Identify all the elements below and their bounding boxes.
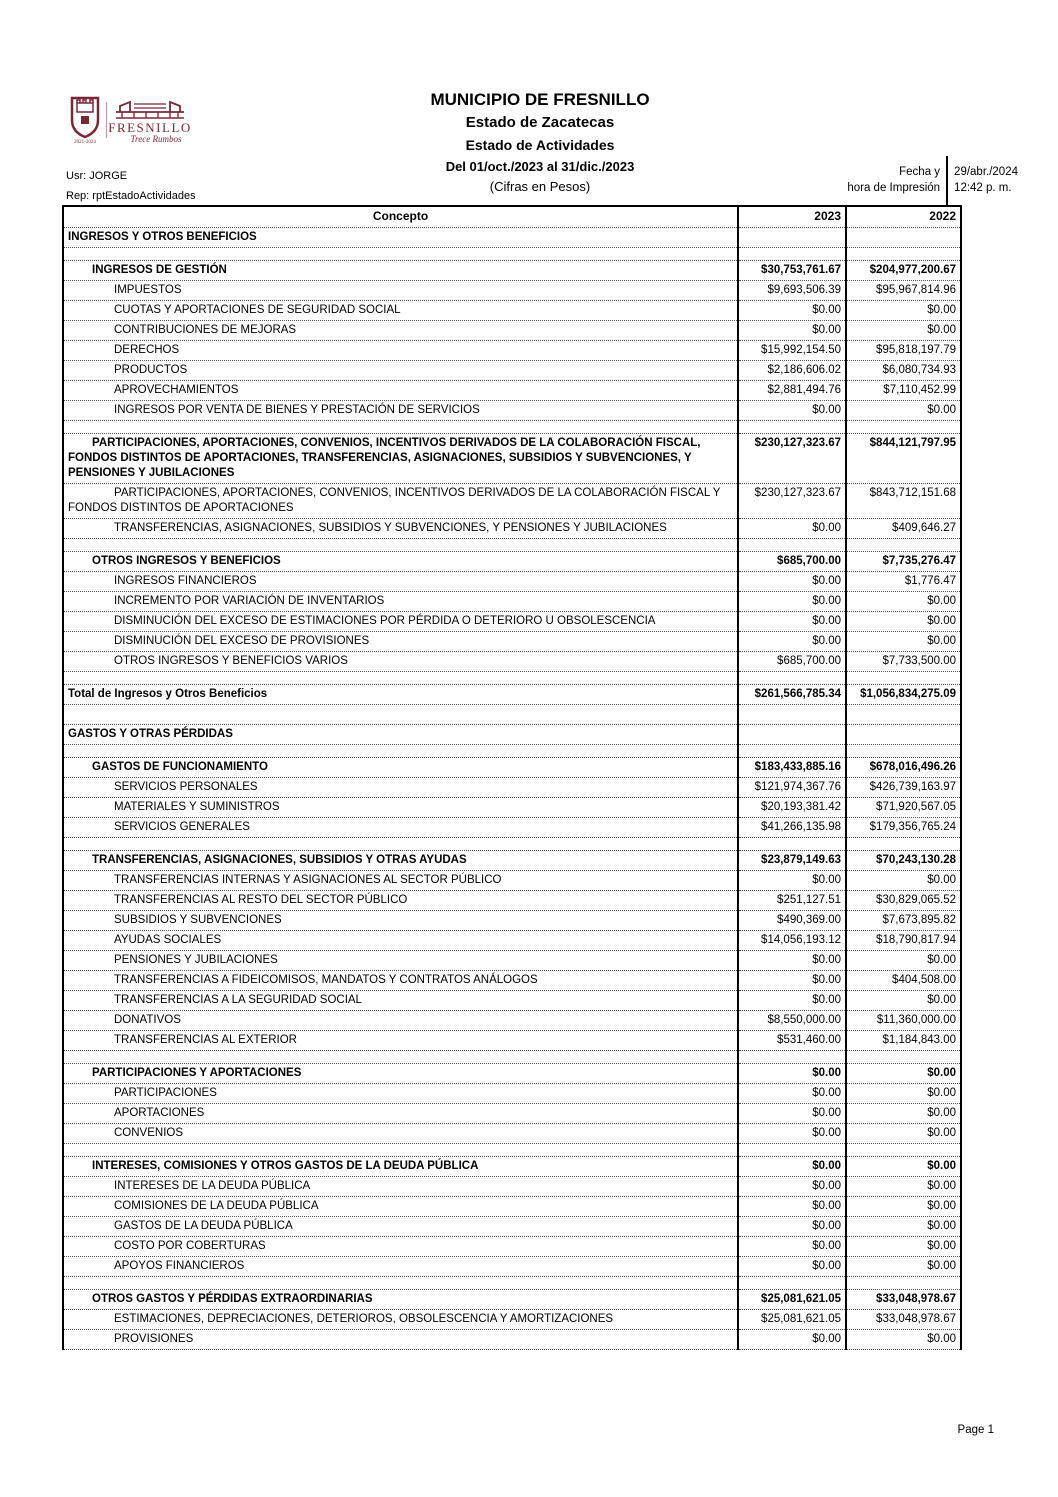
value-2023-cell: $41,266,135.98 — [738, 817, 846, 837]
value-2023-cell: $2,186,606.02 — [738, 360, 846, 380]
value-2023-cell: $261,566,785.34 — [738, 684, 846, 704]
table-row — [63, 1010, 961, 1030]
table-row — [63, 280, 961, 300]
table-row — [63, 724, 961, 744]
value-2022-cell: $7,110,452.99 — [846, 380, 961, 400]
value-2023-cell: $23,879,149.63 — [738, 850, 846, 870]
value-2023-cell — [738, 1143, 846, 1156]
spacer-row — [63, 704, 961, 724]
report-id-label: Rep: rptEstadoActividades — [66, 190, 196, 202]
value-2022-cell: $204,977,200.67 — [846, 260, 961, 280]
concept-cell: Total de Ingresos y Otros Beneficios — [63, 684, 738, 704]
logo-tagline: Trece Rumbos — [130, 134, 182, 144]
table-row — [63, 300, 961, 320]
value-2023-cell: $685,700.00 — [738, 551, 846, 571]
value-2023-cell: $0.00 — [738, 1103, 846, 1123]
table-row — [63, 1256, 961, 1276]
value-2022-cell: $0.00 — [846, 1176, 961, 1196]
period-line: Del 01/oct./2023 al 31/dic./2023 — [445, 159, 635, 174]
table-row — [63, 360, 961, 380]
value-2022-cell: $95,818,197.79 — [846, 340, 961, 360]
value-2023-cell: $0.00 — [738, 1123, 846, 1143]
value-2023-cell: $30,753,761.67 — [738, 260, 846, 280]
value-2023-cell: $0.00 — [738, 1063, 846, 1083]
concept-cell — [63, 420, 738, 433]
value-2023-cell — [738, 420, 846, 433]
value-2022-cell — [846, 1050, 961, 1063]
concepto-column-header: Concepto — [63, 206, 738, 227]
table-row — [63, 850, 961, 870]
value-2022-cell: $0.00 — [846, 1063, 961, 1083]
value-2022-cell: $1,056,834,275.09 — [846, 684, 961, 704]
value-2022-cell: $0.00 — [846, 300, 961, 320]
value-2022-cell — [846, 837, 961, 850]
value-2023-cell: $25,081,621.05 — [738, 1309, 846, 1329]
value-2022-cell: $179,356,765.24 — [846, 817, 961, 837]
concept-cell: APORTACIONES — [63, 1103, 738, 1123]
value-2022-cell — [846, 724, 961, 744]
value-2022-cell: $678,016,496.26 — [846, 757, 961, 777]
print-info — [847, 156, 1018, 205]
value-2023-cell: $0.00 — [738, 970, 846, 990]
table-row — [63, 551, 961, 571]
concept-cell — [63, 1050, 738, 1063]
table-row — [63, 1236, 961, 1256]
value-2023-cell: $685,700.00 — [738, 651, 846, 671]
value-2023-cell: $0.00 — [738, 320, 846, 340]
concept-cell: PARTICIPACIONES Y APORTACIONES — [63, 1063, 738, 1083]
concept-cell: DONATIVOS — [63, 1010, 738, 1030]
page-number: Page 1 — [957, 1424, 994, 1436]
value-2023-cell: $14,056,193.12 — [738, 930, 846, 950]
concept-cell: GASTOS Y OTRAS PÉRDIDAS — [63, 724, 738, 744]
table-row — [63, 757, 961, 777]
value-2022-cell: $0.00 — [846, 1236, 961, 1256]
value-2022-cell: $844,121,797.95 — [846, 433, 961, 483]
value-2022-cell: $33,048,978.67 — [846, 1289, 961, 1309]
value-2023-cell — [738, 247, 846, 260]
spacer-row — [63, 538, 961, 551]
value-2023-cell: $0.00 — [738, 1083, 846, 1103]
value-2023-cell: $490,369.00 — [738, 910, 846, 930]
concept-cell — [63, 1143, 738, 1156]
value-2022-cell: $0.00 — [846, 990, 961, 1010]
cifras-line: (Cifras en Pesos) — [489, 179, 591, 194]
value-2023-cell: $8,550,000.00 — [738, 1010, 846, 1030]
value-2023-cell — [738, 227, 846, 247]
concept-cell: MATERIALES Y SUMINISTROS — [63, 797, 738, 817]
value-2022-cell: $426,739,163.97 — [846, 777, 961, 797]
concept-cell: TRANSFERENCIAS AL RESTO DEL SECTOR PÚBLICO — [63, 890, 738, 910]
value-2022-cell: $7,735,276.47 — [846, 551, 961, 571]
value-2022-cell: $0.00 — [846, 950, 961, 970]
value-2023-cell: $121,974,367.76 — [738, 777, 846, 797]
concept-cell — [63, 744, 738, 757]
spacer-row — [63, 1276, 961, 1289]
concept-cell: CONTRIBUCIONES DE MEJORAS — [63, 320, 738, 340]
value-2022-cell: $0.00 — [846, 1156, 961, 1176]
concept-cell: DISMINUCIÓN DEL EXCESO DE PROVISIONES — [63, 631, 738, 651]
table-row — [63, 340, 961, 360]
concept-cell: SUBSIDIOS Y SUBVENCIONES — [63, 910, 738, 930]
value-2022-cell — [846, 538, 961, 551]
table-row — [63, 400, 961, 420]
concept-cell — [63, 837, 738, 850]
value-2022-cell — [846, 227, 961, 247]
value-2023-cell — [738, 1050, 846, 1063]
value-2023-cell: $0.00 — [738, 631, 846, 651]
concept-cell: OTROS GASTOS Y PÉRDIDAS EXTRAORDINARIAS — [63, 1289, 738, 1309]
table-row — [63, 380, 961, 400]
value-2022-cell: $0.00 — [846, 1216, 961, 1236]
print-values — [954, 156, 1018, 205]
table-row — [63, 1063, 961, 1083]
value-2022-cell: $18,790,817.94 — [846, 930, 961, 950]
value-2022-cell: $95,967,814.96 — [846, 280, 961, 300]
value-2022-cell: $6,080,734.93 — [846, 360, 961, 380]
value-2023-cell: $230,127,323.67 — [738, 433, 846, 483]
table-row — [63, 950, 961, 970]
value-2022-cell: $7,733,500.00 — [846, 651, 961, 671]
concept-cell: OTROS INGRESOS Y BENEFICIOS — [63, 551, 738, 571]
table-row — [63, 518, 961, 538]
concept-cell — [63, 247, 738, 260]
concept-cell: COMISIONES DE LA DEUDA PÚBLICA — [63, 1196, 738, 1216]
table-row — [63, 797, 961, 817]
value-2023-cell: $0.00 — [738, 591, 846, 611]
table-row — [63, 990, 961, 1010]
report-table — [62, 205, 962, 1350]
value-2022-cell: $404,508.00 — [846, 970, 961, 990]
table-row — [63, 817, 961, 837]
logo-wordmark: FRESNILLO — [108, 120, 192, 135]
concept-cell: PRODUCTOS — [63, 360, 738, 380]
concept-cell: PENSIONES Y JUBILACIONES — [63, 950, 738, 970]
value-2022-cell: $0.00 — [846, 1123, 961, 1143]
concept-cell: PARTICIPACIONES, APORTACIONES, CONVENIOS, INCENTIVOS DERIVADOS DE LA COLABORACIÓN FISCAL, FONDOS DISTINTOS DE APORTACIONES, TRANSFERENCIAS, ASIGNACIONES, SUBSIDIOS Y SUBVENCIONES, Y PENSIONES Y JUBILACIONES — [63, 433, 738, 483]
concept-cell: INGRESOS POR VENTA DE BIENES Y PRESTACIÓN DE SERVICIOS — [63, 400, 738, 420]
table-row — [63, 1176, 961, 1196]
value-2022-cell: $0.00 — [846, 1103, 961, 1123]
value-2022-cell: $0.00 — [846, 1256, 961, 1276]
concept-cell: INGRESOS FINANCIEROS — [63, 571, 738, 591]
value-2023-cell: $230,127,323.67 — [738, 483, 846, 518]
value-2022-cell — [846, 247, 961, 260]
value-2023-cell — [738, 724, 846, 744]
value-2022-cell — [846, 671, 961, 684]
concept-cell: IMPUESTOS — [63, 280, 738, 300]
concept-cell: DISMINUCIÓN DEL EXCESO DE ESTIMACIONES POR PÉRDIDA O DETERIORO U OBSOLESCENCIA — [63, 611, 738, 631]
value-2022-cell: $409,646.27 — [846, 518, 961, 538]
concept-cell — [63, 538, 738, 551]
concept-cell — [63, 1276, 738, 1289]
value-2023-cell: $0.00 — [738, 950, 846, 970]
concept-cell: TRANSFERENCIAS, ASIGNACIONES, SUBSIDIOS Y OTRAS AYUDAS — [63, 850, 738, 870]
value-2022-cell: $7,673,895.82 — [846, 910, 961, 930]
concept-cell: CUOTAS Y APORTACIONES DE SEGURIDAD SOCIAL — [63, 300, 738, 320]
value-2022-cell: $11,360,000.00 — [846, 1010, 961, 1030]
table-row — [63, 591, 961, 611]
value-2023-cell — [738, 1276, 846, 1289]
concept-cell: PARTICIPACIONES, APORTACIONES, CONVENIOS, INCENTIVOS DERIVADOS DE LA COLABORACIÓN FISCAL Y FONDOS DISTINTOS DE APORTACIONES — [63, 483, 738, 518]
crest-years-label: 2021-2024 — [74, 140, 96, 145]
spacer-row — [63, 247, 961, 260]
table-row — [63, 1156, 961, 1176]
concept-cell — [63, 704, 738, 724]
table-row — [63, 483, 961, 518]
value-2023-cell: $0.00 — [738, 400, 846, 420]
value-2023-cell: $0.00 — [738, 1236, 846, 1256]
table-row — [63, 227, 961, 247]
spacer-row — [63, 837, 961, 850]
concept-cell: APROVECHAMIENTOS — [63, 380, 738, 400]
table-header-row — [63, 206, 961, 227]
print-time: 12:42 p. m. — [954, 182, 1012, 194]
value-2023-cell: $183,433,885.16 — [738, 757, 846, 777]
print-date: 29/abr./2024 — [954, 166, 1018, 178]
table-row — [63, 1216, 961, 1236]
value-2022-cell: $0.00 — [846, 631, 961, 651]
concept-cell: TRANSFERENCIAS A LA SEGURIDAD SOCIAL — [63, 990, 738, 1010]
value-2022-cell — [846, 1143, 961, 1156]
value-2022-cell: $33,048,978.67 — [846, 1309, 961, 1329]
table-row — [63, 1030, 961, 1050]
value-2023-cell: $0.00 — [738, 518, 846, 538]
value-2022-cell: $30,829,065.52 — [846, 890, 961, 910]
value-2022-cell: $0.00 — [846, 400, 961, 420]
report-title: MUNICIPIO DE FRESNILLO — [430, 90, 650, 109]
concept-cell: OTROS INGRESOS Y BENEFICIOS VARIOS — [63, 651, 738, 671]
value-2023-cell: $0.00 — [738, 1329, 846, 1349]
value-2023-cell: $25,081,621.05 — [738, 1289, 846, 1309]
concept-cell: AYUDAS SOCIALES — [63, 930, 738, 950]
value-2023-cell: $0.00 — [738, 1176, 846, 1196]
value-2022-cell — [846, 420, 961, 433]
spacer-row — [63, 1143, 961, 1156]
value-2023-cell: $9,693,506.39 — [738, 280, 846, 300]
print-label: Fecha y hora de Impresión — [847, 166, 941, 194]
table-row — [63, 684, 961, 704]
value-2022-cell: $1,776.47 — [846, 571, 961, 591]
value-2023-cell — [738, 704, 846, 724]
value-2022-cell: $71,920,567.05 — [846, 797, 961, 817]
concept-cell: INGRESOS DE GESTIÓN — [63, 260, 738, 280]
value-2023-cell: $0.00 — [738, 990, 846, 1010]
value-2022-cell: $0.00 — [846, 320, 961, 340]
table-row — [63, 611, 961, 631]
value-2023-cell — [738, 671, 846, 684]
table-row — [63, 1123, 961, 1143]
table-row — [63, 1309, 961, 1329]
table-row — [63, 433, 961, 483]
value-2023-cell: $0.00 — [738, 1216, 846, 1236]
concept-cell: GASTOS DE LA DEUDA PÚBLICA — [63, 1216, 738, 1236]
value-2023-cell: $0.00 — [738, 571, 846, 591]
table-row — [63, 930, 961, 950]
value-2023-cell — [738, 837, 846, 850]
concept-cell: PROVISIONES — [63, 1329, 738, 1349]
state-subtitle: Estado de Zacatecas — [465, 114, 615, 131]
table-row — [63, 1083, 961, 1103]
concept-cell: COSTO POR COBERTURAS — [63, 1236, 738, 1256]
value-2023-cell: $15,992,154.50 — [738, 340, 846, 360]
concept-cell: INGRESOS Y OTROS BENEFICIOS — [63, 227, 738, 247]
concept-cell: TRANSFERENCIAS A FIDEICOMISOS, MANDATOS Y CONTRATOS ANÁLOGOS — [63, 970, 738, 990]
value-2023-cell: $0.00 — [738, 611, 846, 631]
table-row — [63, 260, 961, 280]
concept-cell: GASTOS DE FUNCIONAMIENTO — [63, 757, 738, 777]
value-2022-cell: $843,712,151.68 — [846, 483, 961, 518]
table-row — [63, 870, 961, 890]
spacer-row — [63, 744, 961, 757]
spacer-row — [63, 671, 961, 684]
concept-cell: ESTIMACIONES, DEPRECIACIONES, DETERIOROS, OBSOLESCENCIA Y AMORTIZACIONES — [63, 1309, 738, 1329]
value-2022-cell: $0.00 — [846, 1329, 961, 1349]
table-row — [63, 910, 961, 930]
year-2023-column-header: 2023 — [738, 206, 846, 227]
concept-cell: INCREMENTO POR VARIACIÓN DE INVENTARIOS — [63, 591, 738, 611]
concept-cell: TRANSFERENCIAS INTERNAS Y ASIGNACIONES AL SECTOR PÚBLICO — [63, 870, 738, 890]
user-label: Usr: JORGE — [66, 170, 128, 182]
value-2022-cell: $0.00 — [846, 611, 961, 631]
table-row — [63, 1289, 961, 1309]
value-2022-cell — [846, 704, 961, 724]
table-row — [63, 777, 961, 797]
concept-cell: INTERESES DE LA DEUDA PÚBLICA — [63, 1176, 738, 1196]
table-row — [63, 320, 961, 340]
value-2022-cell: $0.00 — [846, 1083, 961, 1103]
table-row — [63, 890, 961, 910]
concept-cell: APOYOS FINANCIEROS — [63, 1256, 738, 1276]
value-2023-cell: $0.00 — [738, 300, 846, 320]
concept-cell: PARTICIPACIONES — [63, 1083, 738, 1103]
concept-cell: SERVICIOS PERSONALES — [63, 777, 738, 797]
table-row — [63, 1329, 961, 1349]
table-row — [63, 571, 961, 591]
concept-cell: SERVICIOS GENERALES — [63, 817, 738, 837]
table-row — [63, 1196, 961, 1216]
report-table-body — [63, 227, 961, 1349]
table-row — [63, 631, 961, 651]
print-divider — [946, 156, 948, 205]
value-2022-cell: $1,184,843.00 — [846, 1030, 961, 1050]
value-2022-cell — [846, 744, 961, 757]
concept-cell — [63, 671, 738, 684]
report-subtitle: Estado de Actividades — [465, 137, 615, 153]
value-2023-cell: $20,193,381.42 — [738, 797, 846, 817]
report-meta — [66, 166, 196, 206]
spacer-row — [63, 1050, 961, 1063]
value-2023-cell: $0.00 — [738, 1196, 846, 1216]
concept-cell: TRANSFERENCIAS AL EXTERIOR — [63, 1030, 738, 1050]
concept-cell: DERECHOS — [63, 340, 738, 360]
concept-cell: TRANSFERENCIAS, ASIGNACIONES, SUBSIDIOS Y SUBVENCIONES, Y PENSIONES Y JUBILACIONES — [63, 518, 738, 538]
value-2022-cell: $0.00 — [846, 591, 961, 611]
value-2023-cell: $0.00 — [738, 1156, 846, 1176]
table-row — [63, 970, 961, 990]
table-row — [63, 651, 961, 671]
value-2023-cell: $2,881,494.76 — [738, 380, 846, 400]
concept-cell: CONVENIOS — [63, 1123, 738, 1143]
value-2023-cell — [738, 538, 846, 551]
value-2022-cell: $70,243,130.28 — [846, 850, 961, 870]
value-2023-cell: $0.00 — [738, 870, 846, 890]
value-2022-cell — [846, 1276, 961, 1289]
value-2023-cell: $251,127.51 — [738, 890, 846, 910]
concept-cell: INTERESES, COMISIONES Y OTROS GASTOS DE LA DEUDA PÚBLICA — [63, 1156, 738, 1176]
value-2022-cell: $0.00 — [846, 1196, 961, 1216]
spacer-row — [63, 420, 961, 433]
value-2023-cell: $531,460.00 — [738, 1030, 846, 1050]
value-2023-cell — [738, 744, 846, 757]
year-2022-column-header: 2022 — [846, 206, 961, 227]
table-row — [63, 1103, 961, 1123]
value-2023-cell: $0.00 — [738, 1256, 846, 1276]
value-2022-cell: $0.00 — [846, 870, 961, 890]
